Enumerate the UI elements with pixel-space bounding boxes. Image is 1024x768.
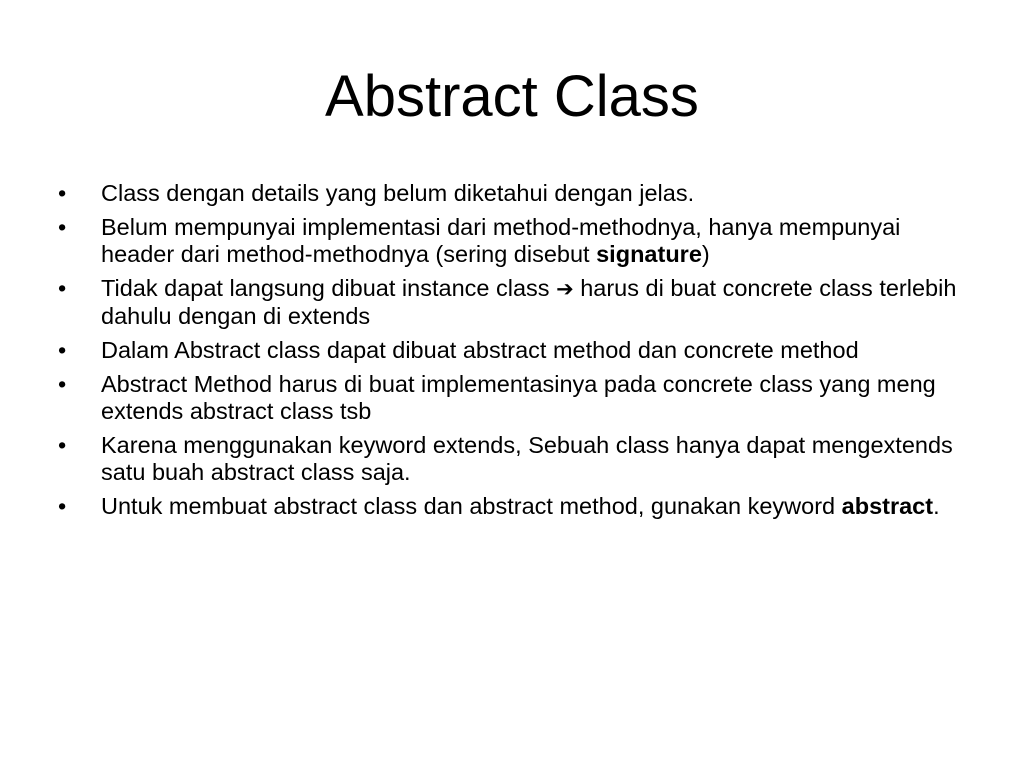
bullet-text-end: harus di buat concrete class terlebih dahulu dengan di extends <box>101 275 957 329</box>
bullet-list <box>58 180 978 527</box>
bullet-bold-term: signature <box>596 241 702 267</box>
bullet-text-end: . <box>933 493 940 519</box>
bullet-item <box>58 275 978 330</box>
bullet-icon: • <box>58 214 67 240</box>
bullet-icon: • <box>58 275 67 301</box>
bullet-item <box>58 337 978 364</box>
bullet-text: Class dengan details yang belum diketahui dengan jelas. <box>101 180 695 206</box>
bullet-text: Karena menggunakan keyword extends, Sebuah class hanya dapat mengextends satu buah abstract class saja. <box>101 432 953 485</box>
bullet-item <box>58 371 978 425</box>
slide-title: Abstract Class <box>325 64 699 129</box>
bullet-item <box>58 180 978 207</box>
bullet-icon: • <box>58 337 67 363</box>
bullet-bold-term: abstract <box>841 493 934 519</box>
right-arrow-icon: ➔ <box>556 277 574 301</box>
bullet-icon: • <box>58 371 67 397</box>
bullet-text: Dalam Abstract class dapat dibuat abstract method dan concrete method <box>101 337 859 363</box>
bullet-text: Tidak dapat langsung dibuat instance class <box>101 275 557 301</box>
bullet-text: Belum mempunyai implementasi dari method-methodnya, hanya mempunyai header dari method-methodnya (sering disebut <box>101 214 901 267</box>
bullet-text: Abstract Method harus di buat implementasinya pada concrete class yang meng extends abstract class tsb <box>101 371 936 424</box>
bullet-text-end: ) <box>701 241 710 267</box>
bullet-icon: • <box>58 432 67 458</box>
bullet-item <box>58 214 978 268</box>
bullet-icon: • <box>58 180 67 206</box>
bullet-item <box>58 493 978 520</box>
bullet-icon: • <box>58 493 67 519</box>
bullet-item <box>58 432 978 486</box>
bullet-text: Untuk membuat abstract class dan abstract method, gunakan keyword <box>101 493 842 519</box>
